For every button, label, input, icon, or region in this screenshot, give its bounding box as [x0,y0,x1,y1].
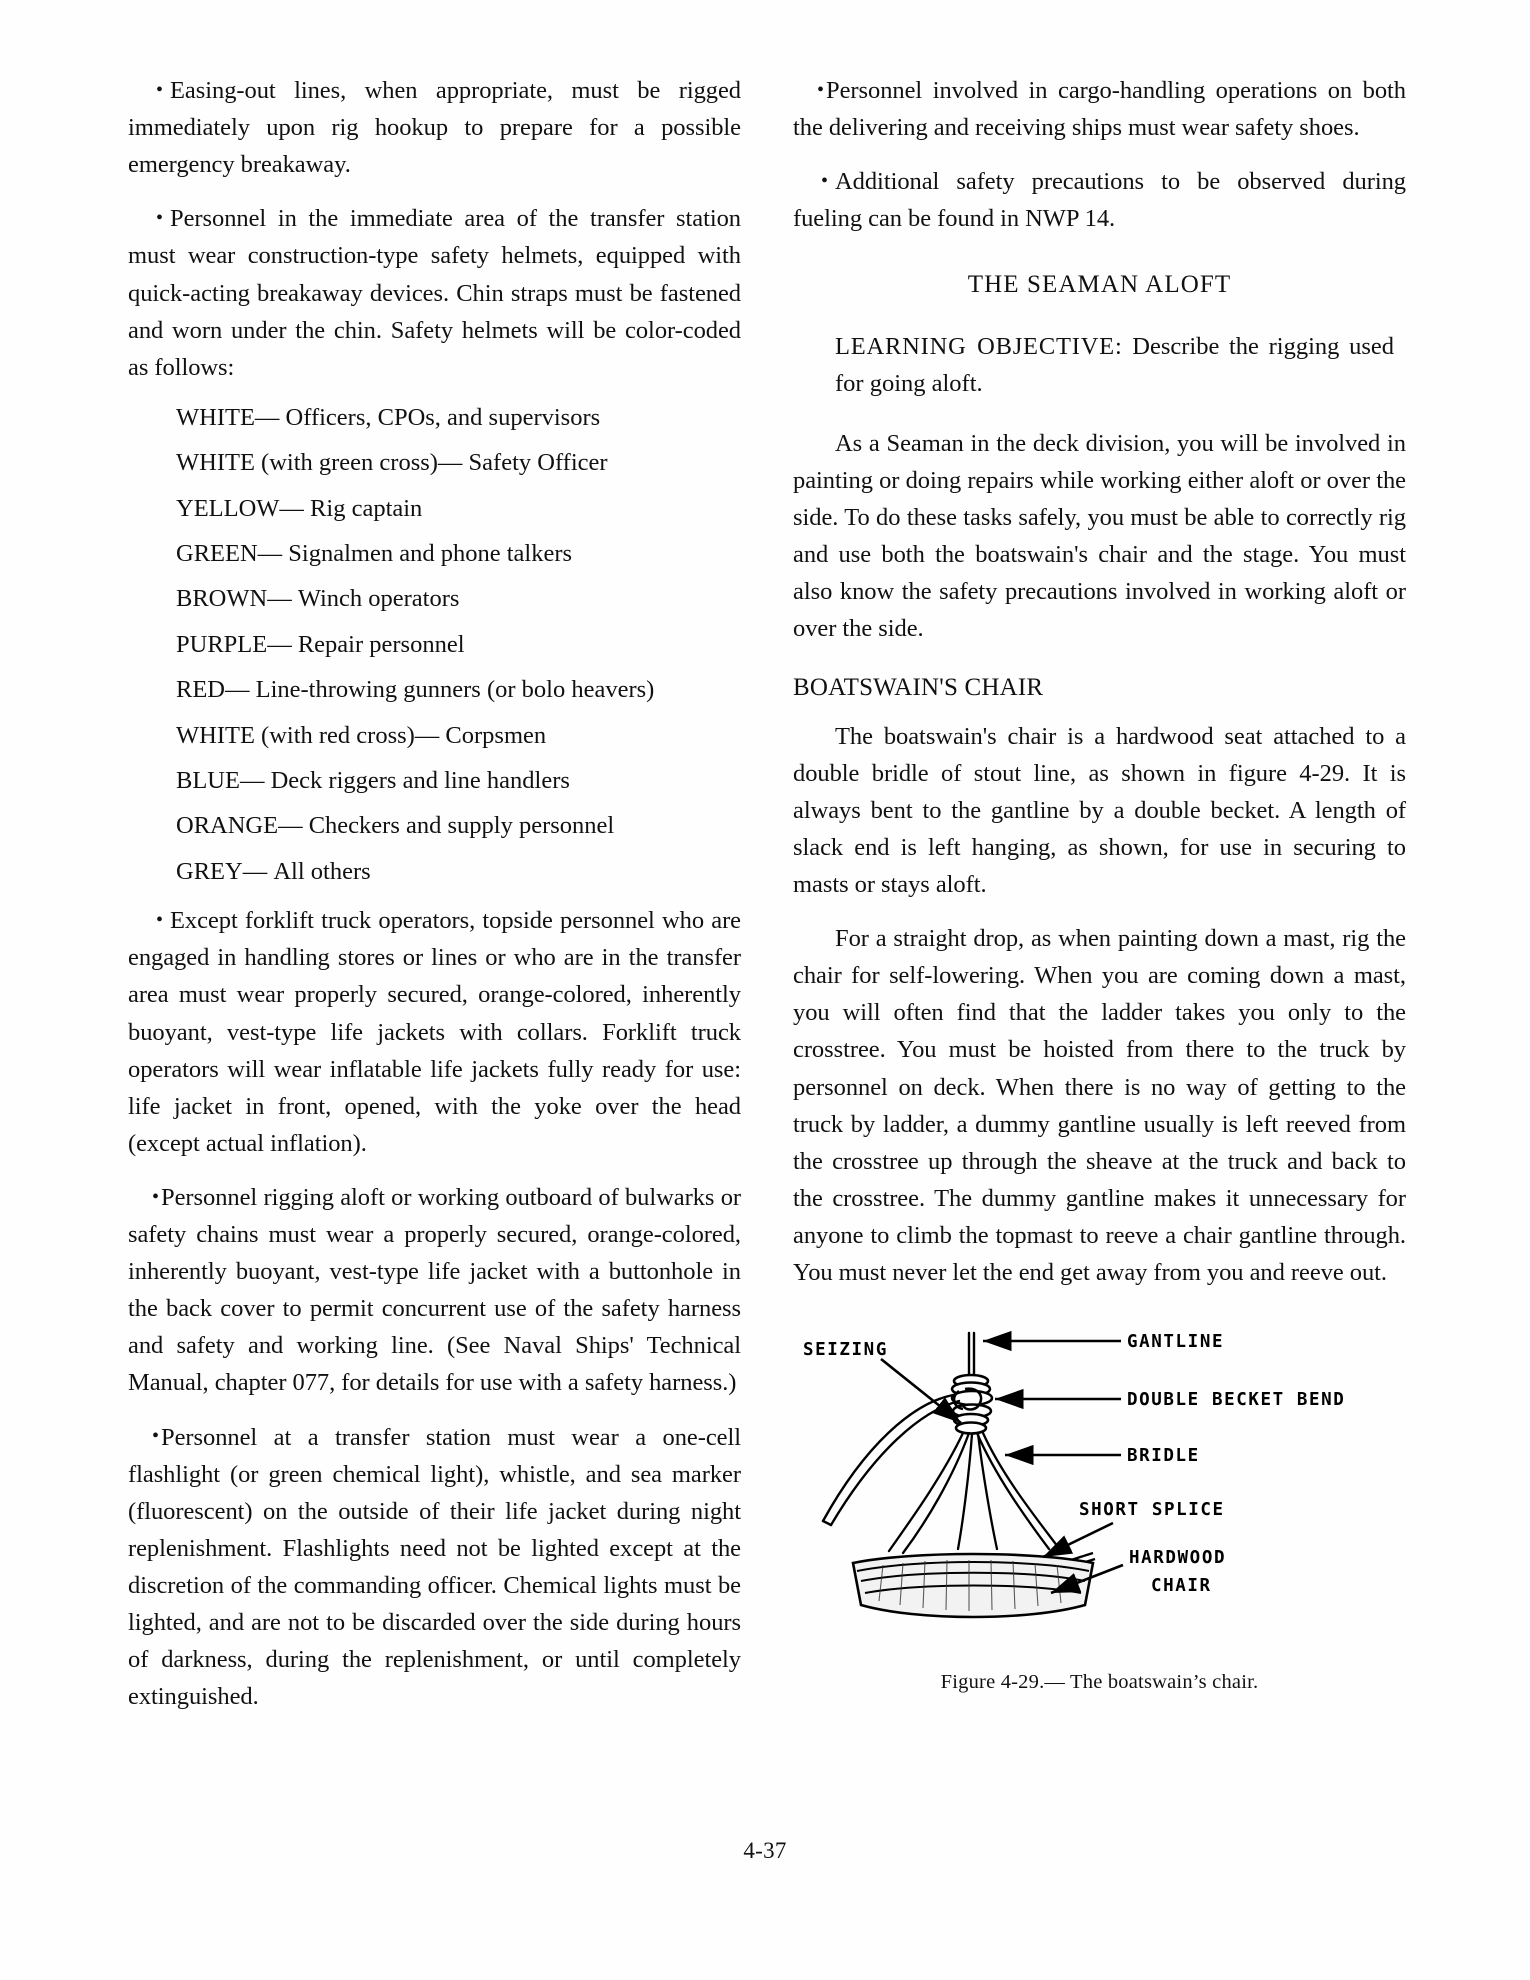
figure-label-seizing: SEIZING [803,1340,888,1361]
helmet-role: Officers, CPOs, and supervisors [285,403,601,431]
list-item [128,494,741,523]
paragraph-fueling-precautions [793,163,1406,237]
dash-separator: — [267,630,292,658]
paragraph-straight-drop: For a straight drop, as when painting down a mast, rig the chair for self-lowering. When you are coming down a mast, you will often find that the ladder takes you only to the crosstree. You must be hoisted from there to the truck by personnel on deck. When there is no way of getting to the truck by ladder, a dummy gantline usually is left reeved from the crosstree up through the sheave at the truck and back to the crosstree. The dummy gantline makes it unnecessary for anyone to climb the topmast to reeve a chair gantline through. You must never let the end get away from you and reeve out. [793,925,1406,1287]
paragraph-text: Personnel in the immediate area of the transfer station must wear construction-type safety helmets, equipped with quick-acting breakaway devices. Chin straps must be fastened and worn under the chin. Safety helmets will be color-coded as follows: [128,205,741,381]
figure-label-bridle: BRIDLE [1127,1446,1200,1467]
helmet-color: RED [176,676,225,704]
list-item [128,630,741,659]
left-column [128,72,741,1732]
figure-label-double-becket-bend: DOUBLE BECKET BEND [1127,1390,1346,1411]
page-number: 4-37 [743,1838,787,1863]
paragraph-easing-out-lines [128,72,741,183]
dash-separator: — [225,676,250,704]
list-item [128,403,741,432]
figure-label-hardwood: HARDWOOD [1129,1548,1227,1569]
helmet-role: Safety Officer [468,449,608,477]
bullet-glyph: • [152,1425,160,1448]
helmet-color: WHITE [176,403,255,431]
bullet-glyph: • [156,206,164,229]
figure-label-short-splice: SHORT SPLICE [1079,1500,1225,1521]
sub-heading-boatswains-chair: BOATSWAIN'S CHAIR [793,673,1044,701]
paragraph-seaman-deck-division: As a Seaman in the deck division, you will be involved in painting or doing repairs while working either aloft or over the side. To do these tasks safely, you must be able to correctly rig and use both the boatswain's chair and the stage. You must also know the safety precautions involved in working aloft or over the side. [793,429,1406,643]
helmet-role: Rig captain [310,494,423,522]
list-item [128,448,741,477]
paragraph-text: Personnel involved in cargo-handling operations on both the delivering and receiving ships must wear safety shoes. [793,77,1406,142]
dash-separator: — [279,494,304,522]
helmet-role: Line-throwing gunners (or bolo heavers) [255,676,655,704]
paragraph-transfer-station-flashlight [128,1419,741,1716]
list-item [128,811,741,840]
helmet-role: Signalmen and phone talkers [288,540,573,568]
list-item [128,675,741,704]
paragraph-chair-description: The boatswain's chair is a hardwood seat attached to a double bridle of stout line, as shown in figure 4-29. It is always bent to the gantline by a double becket. A length of slack end is left hanging, as shown, for use in securing to masts or stays aloft. [793,722,1406,899]
helmet-color: PURPLE [176,630,268,658]
helmet-color: WHITE (with red cross) [176,721,415,749]
dash-separator: — [267,585,292,613]
helmet-role: Repair personnel [297,630,465,658]
learning-objective [793,329,1406,403]
paragraph-forklift-operators [128,902,741,1162]
bullet-glyph: • [821,169,829,192]
learning-objective-label: LEARNING OBJECTIVE: [835,333,1123,361]
bullet-glyph: • [156,908,164,931]
helmet-color: BLUE [176,767,240,794]
paragraph-text: Easing-out lines, when appropriate, must be rigged immediately upon rig hookup to prepare for a possible emergency breakaway. [128,77,741,179]
dash-separator: — [278,812,303,840]
dash-separator: — [437,449,463,477]
section-heading-the-seaman-aloft: THE SEAMAN ALOFT [967,271,1232,299]
figure-label-gantline: GANTLINE [1127,1332,1225,1353]
right-column [793,72,1406,1732]
boatswains-chair-illustration [793,1325,1406,1665]
list-item [128,721,741,750]
figure-label-chair: CHAIR [1151,1576,1212,1597]
paragraph-text: Additional safety precautions to be observed during fueling can be found in NWP 14. [793,168,1406,233]
helmet-color: ORANGE [176,812,279,840]
helmet-color: WHITE (with green cross) [176,449,438,477]
figure-4-29 [793,1325,1406,1715]
helmet-role: Winch operators [297,585,460,613]
helmet-color: BROWN [176,585,268,613]
bullet-glyph: • [152,1185,160,1208]
paragraph-rigging-aloft [128,1179,741,1402]
helmet-role: Corpsmen [445,721,547,749]
dash-separator: — [257,540,283,568]
helmet-color-code-list [128,403,741,886]
helmet-role: All others [273,857,371,885]
dash-separator: — [242,857,268,885]
list-item [128,857,741,886]
dash-separator: — [414,721,440,749]
dash-separator: — [239,767,265,794]
list-item [128,539,741,568]
helmet-color: GREEN [176,540,258,568]
helmet-color: YELLOW [176,494,280,522]
paragraph-text: Personnel rigging aloft or working outboard of bulwarks or safety chains must wear a properly secured, orange-colored, inherently buoyant, vest-type life jacket with a buttonhole in the back cover to permit concurrent use of the safety harness and safety and working line. (See Naval Ships' Technical Manual, chapter 077, for details for use with a safety harness.) [128,1183,741,1397]
bullet-glyph: • [156,78,164,101]
figure-caption: Figure 4-29.— The boatswain’s chair. [940,1671,1259,1694]
bullet-glyph: • [817,78,825,101]
paragraph-cargo-handling-safety-shoes [793,72,1406,146]
paragraph-safety-helmets [128,200,741,386]
dash-separator: — [254,403,280,431]
paragraph-text: Except forklift truck operators, topside personnel who are engaged in handling stores or lines or who are in the transfer area must wear properly secured, orange-colored, inherently buoyant, vest-type life jackets with collars. Forklift truck operators will wear inflatable life jackets fully ready for use: life jacket in front, opened, with the yoke over the head (except actual inflation). [128,907,741,1157]
learning-objective-text: Describe the rigging used for going aloft. [835,333,1394,398]
list-item [128,766,741,795]
helmet-role: Deck riggers and line handlers [270,767,570,794]
helmet-color: GREY [176,857,243,885]
two-column-body [128,72,1406,1732]
list-item [128,584,741,613]
helmet-role: Checkers and supply personnel [308,812,615,840]
paragraph-text: Personnel at a transfer station must wear a one-cell flashlight (or green chemical light), whistle, and sea marker (fluorescent) on the outside of their life jacket during night replenishment. Flashlights need not be lighted except at the discretion of the commanding officer. Chemical lights must be lighted, and are not to be discarded over the side during hours of darkness, during the replenishment, or until completely extinguished. [128,1423,741,1711]
